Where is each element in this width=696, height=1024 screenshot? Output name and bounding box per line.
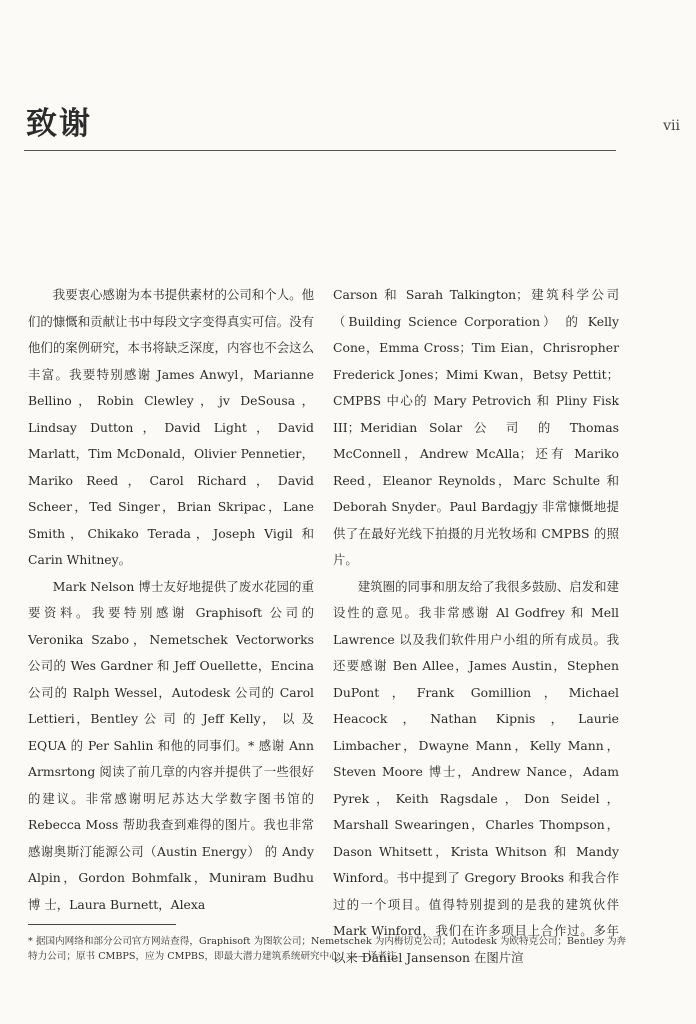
right-paragraph-2: 建筑圈的同事和朋友给了我很多鼓励、启发和建设性的意见。我非常感谢 Al Godfrey 和 Mell Lawrence 以及我们软件用户小组的所有成员。我还要感谢 Ben Allee，James Austin，Stephen DuPont，Frank Gomillion，Michael Heacock，Nathan Kipnis，Laurie Limbacher，Dwayne Mann，Kelly Mann，Steven Moore 博士，Andrew Nance，Adam Pyrek，Keith Ragsdale，Don Seidel，Marshall Swearingen，Charles Thompson，Dason Whitsett，Krista Whitson 和 Mandy Winford。书中提到了 Gregory Brooks 和我合作过的一个项目。值得特别提到的是我的建筑伙伴 Mark Winford，我们在许多项目上合作过。多年以来 Daniel Jansenson 在图片渲 [333, 578, 619, 965]
left-paragraph-2: Mark Nelson 博士友好地提供了废水花园的重要资料。我要特别感谢 Graphisoft 公司的 Veronika Szabo，Nemetschek Vectorworks 公司的 Wes Gardner 和 Jeff Ouellette，Encina 公司的 Ralph Wessel，Autodesk 公司的 Carol Lettieri，Bentley 公 司 的 Jeff Kelly， 以 及 EQUA 的 Per Sahlin 和他的同事们。* 感谢 Ann Armsrtong 阅读了前几章的内容并提供了一些很好的建议。非常感谢明尼苏达大学数字图书馆的 Rebecca Moss 帮助我查到难得的图片。我也非常感谢奥斯汀能源公司（Austin Energy） 的 Andy Alpin，Gordon Bohmfalk，Muniram Budhu 博 士，Laura Burnett，Alexa [28, 578, 314, 912]
right-paragraph-1: Carson 和 Sarah Talkington；建筑科学公司（Building Science Corporation） 的 Kelly Cone，Emma Cross；Tim Eian，Chrisropher Frederick Jones；Mimi Kwan，Betsy Pettit；CMPBS 中心的 Mary Petrovich 和 Pliny Fisk III；Meridian Solar 公 司 的 Thomas McConnell，Andrew McAlla；还有 Mariko Reed，Eleanor Reynolds，Marc Schulte 和 Deborah Snyder。Paul Bardagjy 非常慷慨地提供了在最好光线下拍摄的月光牧场和 CMPBS 的照片。 [333, 287, 619, 567]
title-divider [24, 150, 616, 151]
page-number: vii [663, 118, 680, 134]
footnote-divider [28, 924, 176, 925]
left-paragraph-1: 我要衷心感谢为本书提供素材的公司和个人。他们的慷慨和贡献让书中每段文字变得真实可信。没有他们的案例研究，本书将缺乏深度，内容也不会这么丰富。我要特别感谢 James Anwyl，Marianne Bellino，Robin Clewley，jv DeSousa，Lindsay Dutton，David Light，David Marlatt，Tim McDonald，Olivier Pennetier，Mariko Reed，Carol Richard，David Scheer，Ted Singer，Brian Skripac，Lane Smith，Chikako Terada，Joseph Vigil 和 Carin Whitney。 [28, 287, 314, 567]
footnote: * 据国内网络和部分公司官方网站查得，Graphisoft 为图软公司；Nemetschek 为内梅切克公司；Autodesk 为欧特克公司；Bentley 为奔特力公司；原书 CMBPS，应为 CMPBS，即最大潜力建筑系统研究中心。——译者注 [28, 936, 627, 962]
page-title: 致谢 [26, 106, 92, 142]
right-column [333, 282, 619, 971]
left-column [28, 282, 314, 918]
